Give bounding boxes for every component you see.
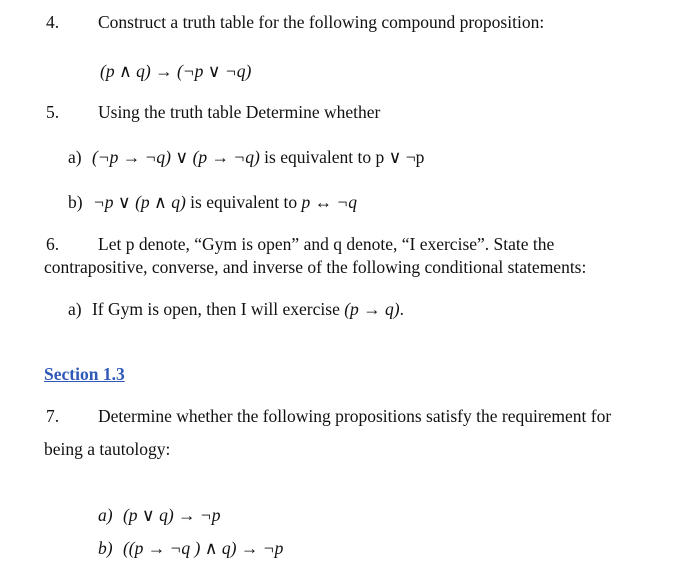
q4-number: 4. bbox=[46, 12, 60, 32]
q5-b-equivalence-text: is equivalent to bbox=[185, 192, 302, 212]
q7-a-expression: (p ∨ q) → ¬p bbox=[122, 505, 221, 525]
q5-item-a bbox=[68, 147, 424, 168]
q6-a-end: . bbox=[399, 299, 404, 319]
q7-number: 7. bbox=[46, 406, 60, 426]
q5-b-label: b) bbox=[68, 192, 83, 212]
q6-item-a bbox=[68, 299, 404, 320]
q5-a-expression: (¬p → ¬q) ∨ (p → ¬q) bbox=[91, 147, 260, 167]
q6-number: 6. bbox=[46, 234, 60, 254]
q7-text-line1: Determine whether the following propositions satisfy the requirement for bbox=[98, 406, 612, 426]
q5-a-label: a) bbox=[68, 147, 82, 167]
q7-b-label: b) bbox=[98, 538, 113, 558]
q5-a-equivalence-text: is equivalent to bbox=[259, 147, 376, 167]
q7-item-b bbox=[98, 538, 283, 559]
q6-a-text: If Gym is open, then I will exercise bbox=[91, 299, 345, 319]
q5-a-rhs: p ∨ ¬p bbox=[375, 147, 425, 167]
q4-expression: (p ∧ q) → (¬p ∨ ¬q) bbox=[100, 61, 252, 81]
q7-text-line2: being a tautology: bbox=[44, 439, 171, 459]
q6-text-line2: contrapositive, converse, and inverse of the following conditional statements: bbox=[44, 257, 587, 277]
q7-item-a bbox=[98, 505, 220, 526]
q5-text: Using the truth table Determine whether bbox=[98, 102, 381, 122]
q5-b-expression: ¬p ∨ (p ∧ q) bbox=[92, 192, 186, 212]
q6-a-expression: (p → q) bbox=[344, 299, 400, 319]
q5-b-rhs: p ↔ ¬q bbox=[301, 192, 358, 212]
section-1-3-link[interactable]: Section 1.3 bbox=[44, 364, 125, 384]
q5-item-b bbox=[68, 192, 357, 213]
q6-a-label: a) bbox=[68, 299, 82, 319]
q7-b-expression: ((p → ¬q ) ∧ q) → ¬p bbox=[122, 538, 284, 558]
q4-text: Construct a truth table for the following compound proposition: bbox=[98, 12, 545, 32]
q5-number: 5. bbox=[46, 102, 60, 122]
q7-a-label: a) bbox=[98, 505, 113, 525]
q6-text-line1: Let p denote, “Gym is open” and q denote, “I exercise”. State the bbox=[98, 234, 555, 254]
